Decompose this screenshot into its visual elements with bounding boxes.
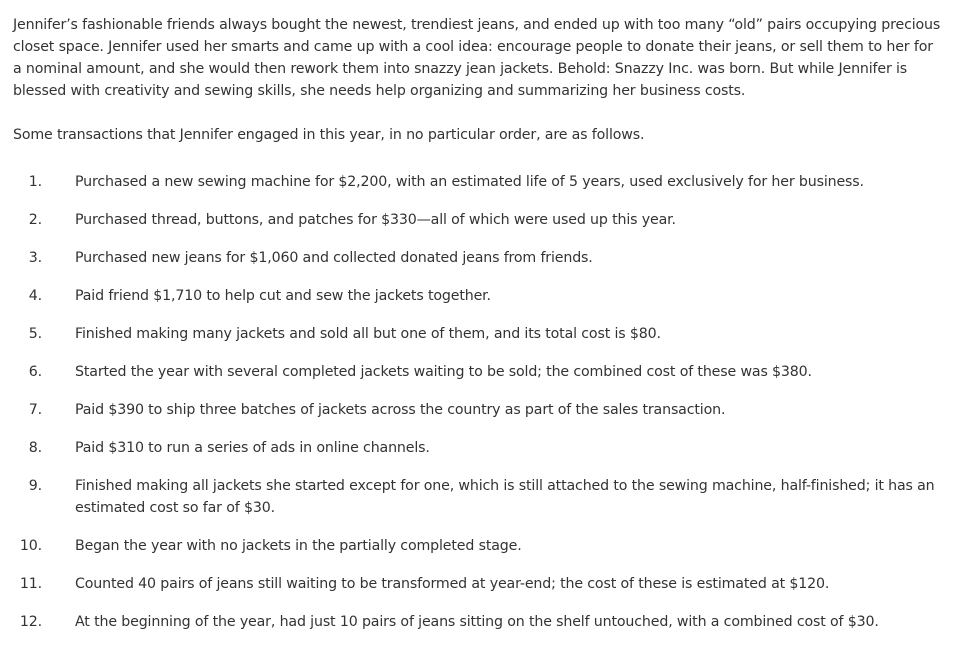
item-number: 3. (28, 250, 42, 266)
list-item (13, 437, 943, 459)
item-number: 1. (28, 174, 42, 190)
list-item (13, 247, 943, 269)
item-number: 12. (19, 614, 42, 630)
item-number: 11. (19, 576, 42, 592)
item-text: Began the year with no jackets in the partially completed stage. (75, 538, 522, 554)
item-number: 8. (28, 440, 42, 456)
list-item (13, 573, 943, 595)
item-text: Started the year with several completed jackets waiting to be sold; the combined cost of these was $380. (75, 364, 812, 380)
item-text: Purchased a new sewing machine for $2,200, with an estimated life of 5 years, used exclusively for her business. (75, 174, 864, 190)
transactions-list (13, 171, 943, 633)
list-item (13, 171, 943, 193)
item-number: 9. (28, 478, 42, 494)
list-item (13, 535, 943, 557)
list-item (13, 475, 943, 519)
item-text: Paid $390 to ship three batches of jackets across the country as part of the sales transaction. (75, 402, 726, 418)
item-text: Purchased new jeans for $1,060 and collected donated jeans from friends. (75, 250, 593, 266)
item-number: 7. (28, 402, 42, 418)
intro-paragraph: Jennifer’s fashionable friends always bought the newest, trendiest jeans, and ended up with too many “old” pairs occupying precious closet space. Jennifer used her smarts and came up with a cool idea: encourage people to donate their jeans, or sell them to her for a nominal amount, and she would then rework them into snazzy jean jackets. Behold: Snazzy Inc. was born. But while Jennifer is blessed with creativity and sewing skills, she needs help organizing and summarizing her business costs. (13, 17, 941, 99)
item-text: At the beginning of the year, had just 10 pairs of jeans sitting on the shelf untouched, with a combined cost of $30. (75, 614, 879, 630)
item-text: Paid $310 to run a series of ads in online channels. (75, 440, 430, 456)
list-item (13, 361, 943, 383)
list-item (13, 323, 943, 345)
item-text: Purchased thread, buttons, and patches for $330—all of which were used up this year. (75, 212, 676, 228)
item-number: 4. (28, 288, 42, 304)
item-number: 2. (28, 212, 42, 228)
item-text: Counted 40 pairs of jeans still waiting to be transformed at year-end; the cost of these is estimated at $120. (75, 576, 830, 592)
item-number: 10. (19, 538, 42, 554)
list-item (13, 285, 943, 307)
list-item (13, 399, 943, 421)
list-item (13, 611, 943, 633)
item-text: Finished making many jackets and sold all but one of them, and its total cost is $80. (75, 326, 661, 342)
item-number: 5. (28, 326, 42, 342)
item-text: Paid friend $1,710 to help cut and sew the jackets together. (75, 288, 491, 304)
item-number: 6. (28, 364, 42, 380)
transactions-lead: Some transactions that Jennifer engaged in this year, in no particular order, are as follows. (13, 127, 645, 143)
list-item (13, 209, 943, 231)
item-text: Finished making all jackets she started except for one, which is still attached to the sewing machine, half-finished; it has an estimated cost so far of $30. (75, 478, 935, 516)
